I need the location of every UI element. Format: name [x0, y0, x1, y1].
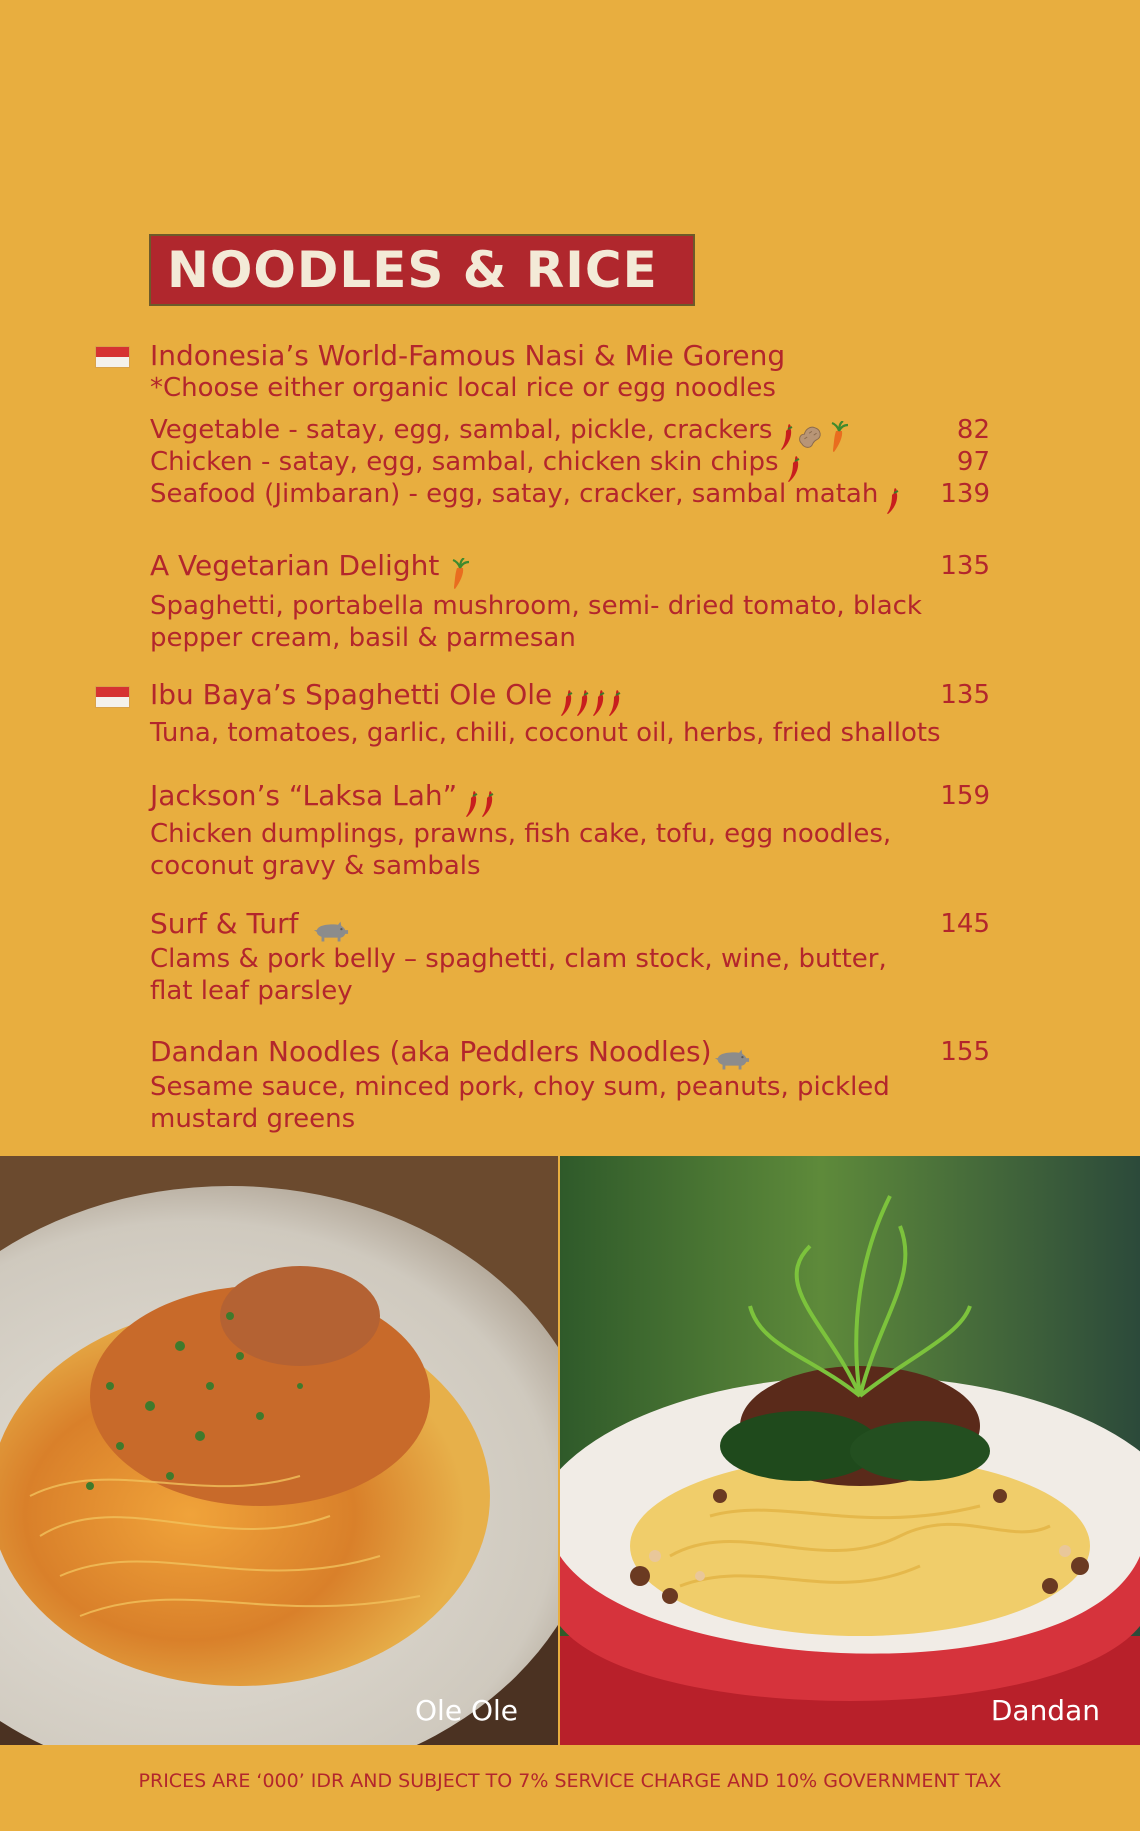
menu-item-spaghetti-ole-ole	[150, 679, 990, 749]
variant-row-vegetable	[150, 414, 990, 446]
item-price: 159	[940, 781, 990, 811]
footer-note: PRICES ARE ‘000’ IDR AND SUBJECT TO 7% SERVICE CHARGE AND 10% GOVERNMENT TAX	[0, 1745, 1140, 1831]
menu-item-dandan-noodles	[150, 1036, 990, 1135]
chili-icon	[886, 487, 900, 515]
pig-icon	[313, 921, 349, 943]
photo-caption: Dandan	[990, 1694, 1100, 1727]
chili-icon	[465, 790, 479, 818]
item-price: 155	[940, 1037, 990, 1067]
item-name: A Vegetarian Delight	[150, 549, 440, 582]
variant-price: 82	[956, 415, 990, 445]
item-price: 135	[940, 680, 990, 710]
menu-item-surf-and-turf	[150, 908, 990, 1007]
item-description: Spaghetti, portabella mushroom, semi- dried tomato, black pepper cream, basil & parmesan	[150, 590, 922, 653]
item-name: Jackson’s “Laksa Lah”	[150, 779, 458, 812]
item-name: Surf & Turf	[150, 907, 299, 940]
item-description: Chicken dumplings, prawns, fish cake, tofu, egg noodles, coconut gravy & sambals	[150, 818, 892, 881]
menu-item-nasi-goreng	[150, 340, 990, 510]
pig-icon	[714, 1049, 750, 1071]
variant-row-seafood	[150, 478, 990, 510]
chili-icon	[592, 689, 606, 717]
item-description: Tuna, tomatoes, garlic, chili, coconut oil, herbs, fried shallots	[150, 717, 941, 748]
variant-label: Vegetable - satay, egg, sambal, pickle, crackers	[150, 415, 773, 445]
photo-ole-ole	[0, 1156, 558, 1745]
menu-item-laksa-lah	[150, 780, 990, 882]
chili-icon	[560, 689, 574, 717]
item-note: *Choose either organic local rice or egg noodles	[150, 373, 776, 403]
variant-row-chicken	[150, 446, 990, 478]
item-name: Ibu Baya’s Spaghetti Ole Ole	[150, 678, 553, 711]
section-title: NOODLES & RICE	[149, 234, 695, 306]
indonesia-flag-icon	[95, 346, 130, 368]
item-price: 135	[940, 551, 990, 581]
variant-price: 139	[940, 479, 990, 509]
chili-icon	[576, 689, 590, 717]
menu-item-vegetarian-delight	[150, 550, 990, 654]
photo-dandan	[560, 1156, 1140, 1745]
item-description: Clams & pork belly – spaghetti, clam stock, wine, butter, flat leaf parsley	[150, 943, 887, 1006]
item-name: Indonesia’s World-Famous Nasi & Mie Goreng	[150, 339, 786, 372]
variant-label: Seafood (Jimbaran) - egg, satay, cracker, sambal matah	[150, 479, 879, 509]
chili-icon	[608, 689, 622, 717]
indonesia-flag-icon	[95, 686, 130, 708]
photo-caption: Ole Ole	[415, 1694, 518, 1727]
item-name: Dandan Noodles (aka Peddlers Noodles)	[150, 1035, 712, 1068]
item-price: 145	[940, 909, 990, 939]
carrot-icon	[447, 558, 471, 590]
variant-price: 97	[956, 447, 990, 477]
variant-label: Chicken - satay, egg, sambal, chicken skin chips	[150, 447, 779, 477]
item-description: Sesame sauce, minced pork, choy sum, peanuts, pickled mustard greens	[150, 1071, 890, 1134]
chili-icon	[481, 790, 495, 818]
